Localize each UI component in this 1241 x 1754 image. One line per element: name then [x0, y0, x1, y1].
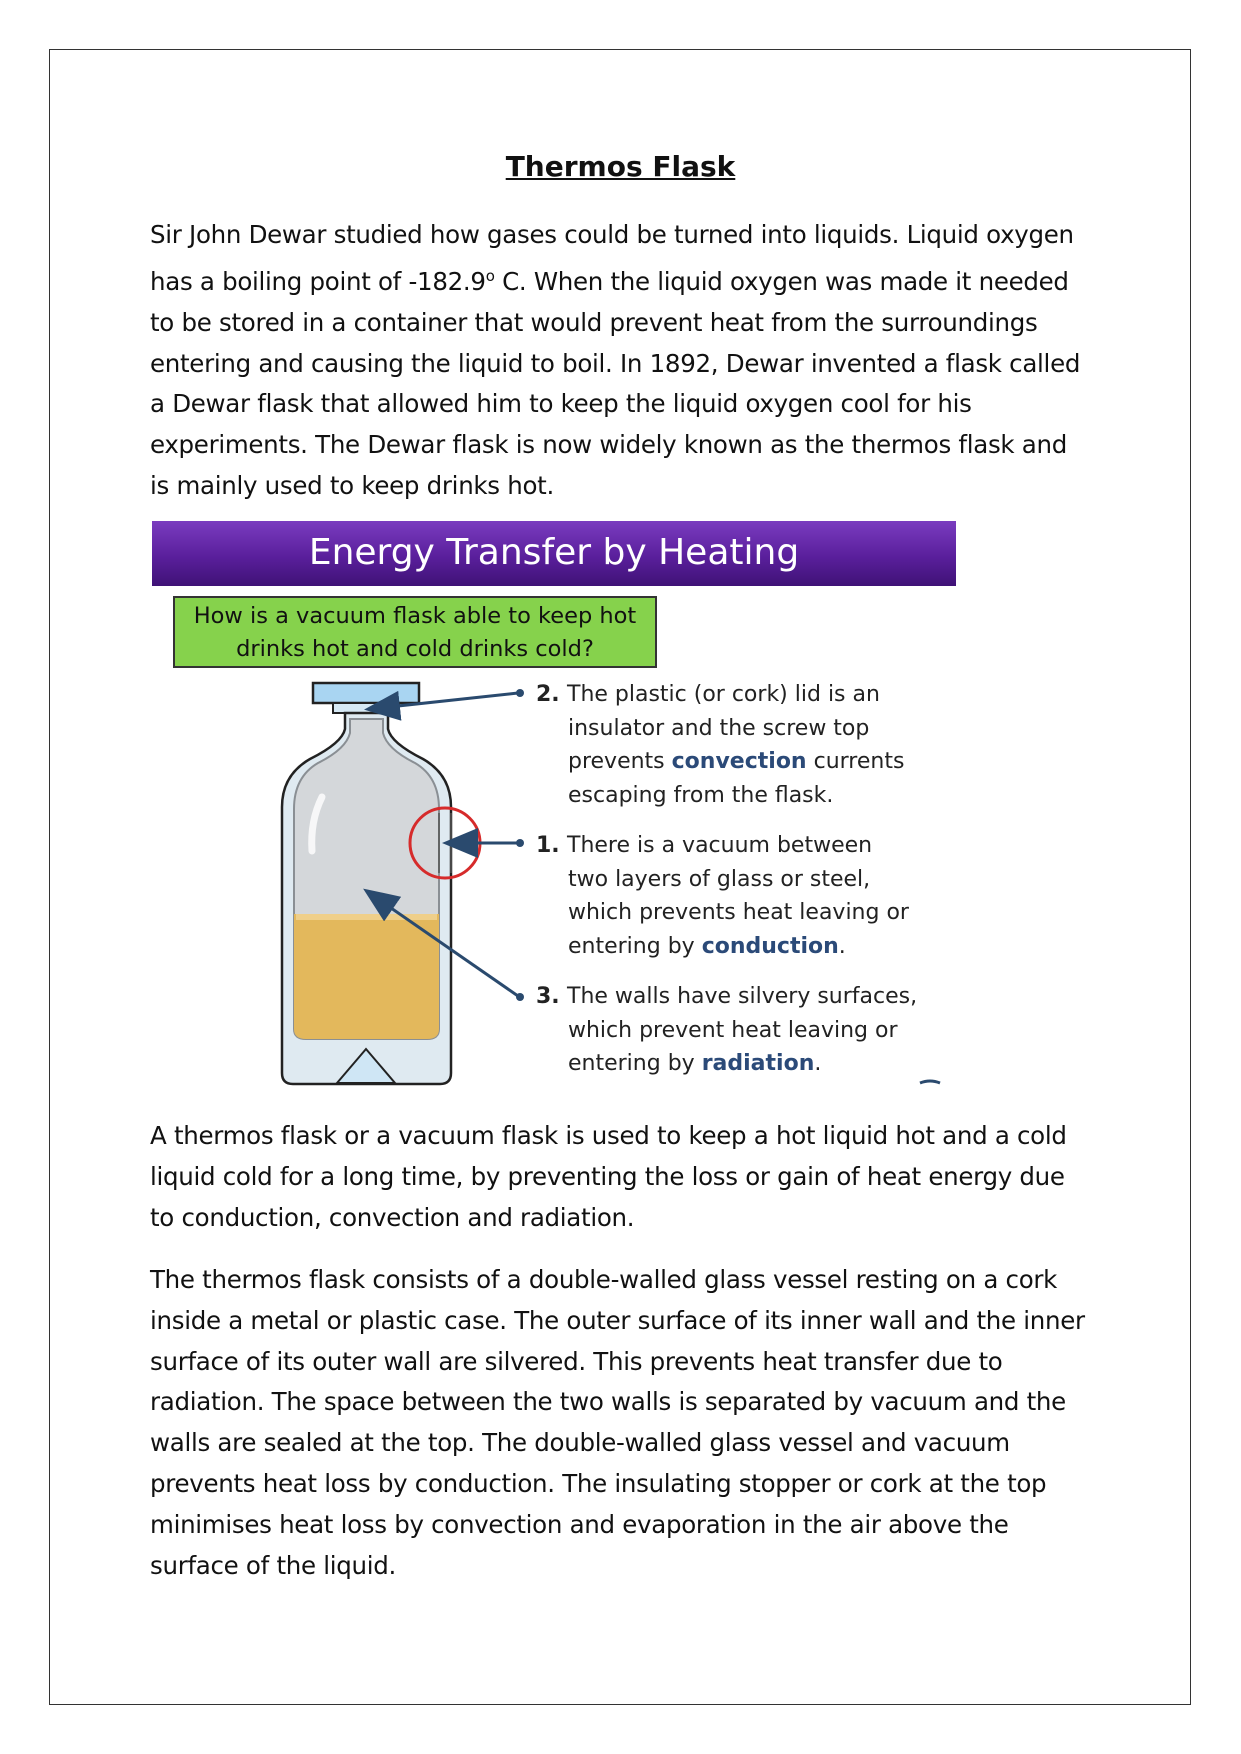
callout-lid: [536, 678, 904, 812]
callout-text: two layers of glass or steel,: [568, 866, 871, 892]
keyword-conduction: conduction: [701, 933, 839, 959]
flask-liquid: [294, 914, 439, 1039]
callout-number: 2.: [536, 682, 560, 707]
keyword-radiation: radiation: [701, 1051, 815, 1076]
callout-walls: [536, 980, 917, 1081]
flask-lid: [313, 683, 419, 703]
intro-text-rest: C. When the liquid oxygen was made it needed to be stored in a container that would prevent heat from the surroundings entering and causing the liquid to boil. In 1892, Dewar invented a flask called a Dewar flask that allowed him to keep the liquid oxygen cool for his experiments. The Dewar flask is now widely known as the thermos flask and is mainly used to keep drinks hot.: [150, 266, 1081, 500]
callout-text: The plastic (or cork) lid is an: [567, 682, 880, 707]
liquid-surface: [296, 914, 437, 920]
summary-paragraph: A thermos flask or a vacuum flask is used to keep a hot liquid hot and a cold liquid cold for a long time, by preventing the loss or gain of heat energy due to conduction, convection and radiation.: [150, 1121, 1067, 1232]
callout-text: .: [838, 933, 846, 959]
callout-text: which prevents heat leaving or: [568, 900, 909, 925]
callout-text: entering by: [568, 1051, 702, 1076]
callout-text: currents: [806, 749, 905, 774]
callout-number: 3.: [536, 984, 560, 1009]
construction-paragraph: The thermos flask consists of a double-walled glass vessel resting on a cork inside a metal or plastic case. The outer surface of its inner wall and the inner surface of its outer wall are silvered. This prevents heat transfer due to radiation. The space between the two walls is separated by vacuum and the walls are sealed at the top. The double-walled glass vessel and vacuum prevents heat loss by conduction. The insulating stopper or cork at the top minimises heat loss by convection and evaporation in the air above the surface of the liquid.: [150, 1265, 1085, 1580]
question-line-1: How is a vacuum flask able to keep hot: [193, 603, 637, 629]
keyword-convection: convection: [671, 749, 807, 774]
degree-symbol: o: [485, 266, 495, 285]
callout-number: 1.: [536, 833, 560, 858]
callout-text: insulator and the screw top: [568, 715, 870, 741]
question-line-2: drinks hot and cold drinks cold?: [236, 636, 594, 662]
callout-text: which prevent heat leaving or: [568, 1017, 898, 1043]
callout-vacuum: [536, 829, 909, 963]
callout-text: escaping from the flask.: [568, 782, 834, 808]
intro-paragraph: [150, 215, 1090, 507]
callout-text: .: [814, 1051, 822, 1076]
flask-diagram: [150, 521, 960, 1086]
callout-text: The walls have silvery surfaces,: [567, 984, 918, 1009]
diagram-banner: Energy Transfer by Heating: [152, 521, 956, 586]
intro-text: Sir John Dewar studied how gases could be turned into liquids. Liquid oxygen has a boiling point of -182.9: [150, 220, 1074, 296]
callout-text: There is a vacuum between: [567, 833, 873, 858]
page-title: Thermos Flask: [505, 150, 736, 183]
callout-text: prevents: [568, 749, 672, 774]
callout-text: entering by: [568, 933, 702, 959]
